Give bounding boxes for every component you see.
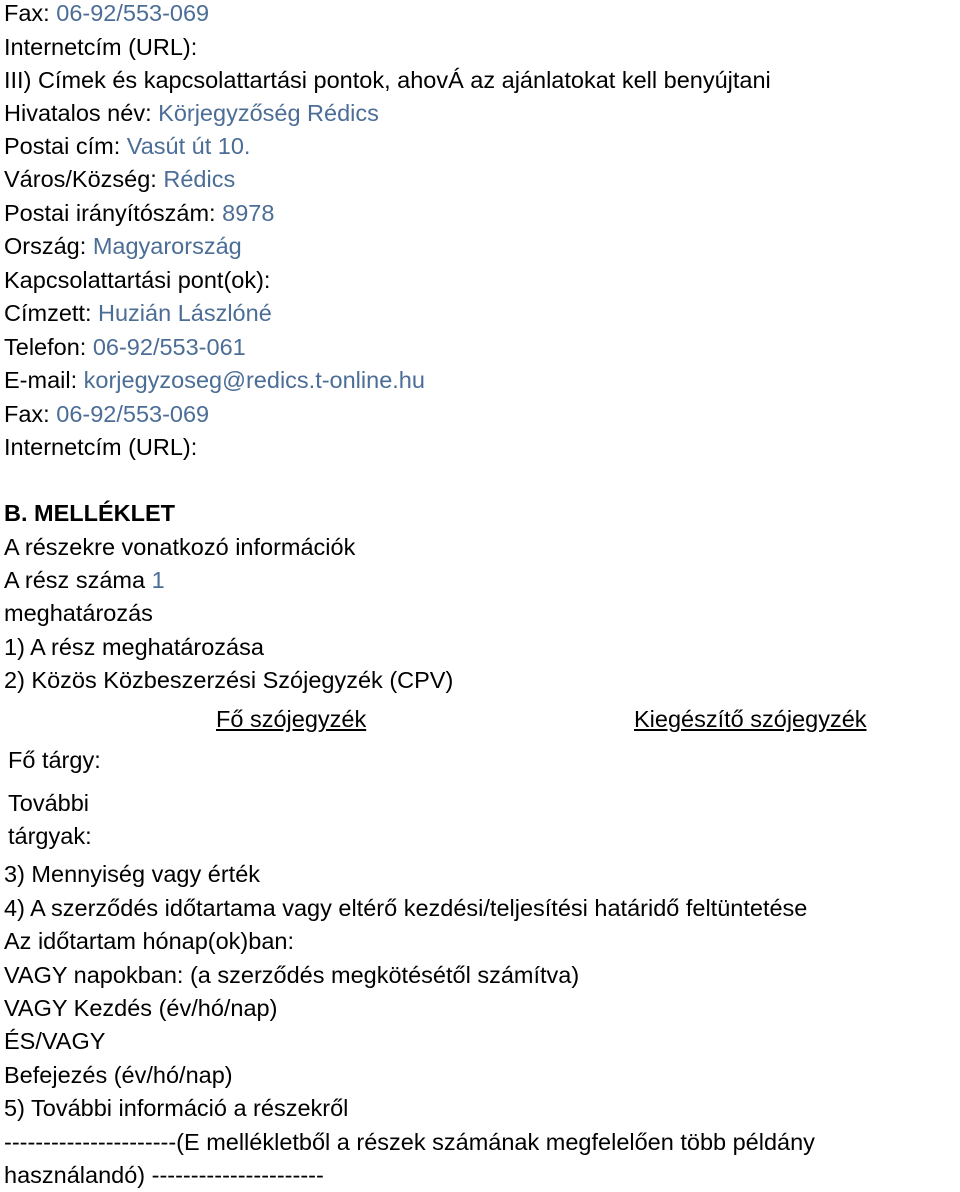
fax-label: Fax: — [4, 0, 50, 26]
city-line — [4, 164, 235, 194]
item-4: 4) A szerződés időtartama vagy eltérő kezdési/teljesítési határidő feltüntetése — [4, 895, 808, 921]
item-2: 2) Közös Közbeszerzési Szójegyzék (CPV) — [4, 667, 454, 693]
item-3: 3) Mennyiség vagy érték — [4, 861, 261, 887]
phone-label: Telefon: — [4, 334, 87, 360]
addressee-line — [4, 298, 272, 328]
cpv-header-main: Fő szójegyzék — [216, 706, 367, 732]
email-line — [4, 365, 425, 395]
definition-label: meghatározás — [4, 600, 153, 626]
url-line — [4, 32, 197, 62]
cpv-row-additional-objects — [8, 787, 92, 853]
postal-address-line — [4, 131, 250, 161]
completion: Befejezés (év/hó/nap) — [4, 1062, 233, 1088]
city-value: Rédics — [163, 166, 236, 192]
fax-line-2 — [4, 399, 209, 429]
section-iii-title: III) Címek és kapcsolattartási pontok, ahovÁ az ajánlatokat kell benyújtani — [4, 67, 771, 93]
url-label: Internetcím (URL): — [4, 34, 198, 60]
contact-points-label: Kapcsolattartási pont(ok): — [4, 267, 271, 293]
and-or: ÉS/VAGY — [4, 1028, 106, 1054]
postal-code-value: 8978 — [222, 200, 275, 226]
annex-title: B. MELLÉKLET — [4, 500, 176, 526]
cpv-row-additional-line-2: tárgyak: — [8, 823, 92, 849]
email-label: E-mail: — [4, 367, 78, 393]
or-start: VAGY Kezdés (év/hó/nap) — [4, 995, 278, 1021]
official-name-label: Hivatalos név: — [4, 100, 152, 126]
footer-line-2: használandó) ---------------------- — [4, 1162, 324, 1188]
phone-value: 06-92/553-061 — [92, 334, 246, 360]
fax-label-2: Fax: — [4, 401, 50, 427]
postal-code-label: Postai irányítószám: — [4, 200, 216, 226]
annex-subtitle: A részekre vonatkozó információk — [4, 534, 356, 560]
postal-address-label: Postai cím: — [4, 133, 121, 159]
duration-months: Az időtartam hónap(ok)ban: — [4, 928, 294, 954]
postal-code-line — [4, 198, 274, 228]
part-number-line — [4, 565, 165, 595]
addressee-label: Címzett: — [4, 300, 92, 326]
country-line — [4, 231, 242, 261]
addressee-value: Huzián Lászlóné — [98, 300, 272, 326]
official-name-value: Körjegyzőség Rédics — [158, 100, 379, 126]
or-days: VAGY napokban: (a szerződés megkötésétől számítva) — [4, 962, 580, 988]
fax-value: 06-92/553-069 — [56, 0, 210, 26]
fax-value-2: 06-92/553-069 — [56, 401, 210, 427]
email-value: korjegyzoseg@redics.t-online.hu — [83, 367, 425, 393]
country-label: Ország: — [4, 233, 87, 259]
official-name-line — [4, 98, 379, 128]
country-value: Magyarország — [92, 233, 242, 259]
fax-line — [4, 0, 209, 28]
part-number-value: 1 — [151, 567, 165, 593]
url-line-2 — [4, 432, 197, 462]
part-number-label: A rész száma — [4, 567, 146, 593]
item-1: 1) A rész meghatározása — [4, 634, 264, 660]
contact-points-line — [4, 265, 270, 295]
cpv-row-main-object: Fő tárgy: — [8, 747, 101, 773]
url-label-2: Internetcím (URL): — [4, 434, 198, 460]
footer-line-1: ----------------------(E mellékletből a részek számának megfelelően több példány — [4, 1129, 815, 1155]
cpv-row-additional-line-1: További — [8, 790, 89, 816]
city-label: Város/Község: — [4, 166, 157, 192]
phone-line — [4, 332, 246, 362]
cpv-header-supplementary: Kiegészítő szójegyzék — [634, 706, 867, 732]
item-5: 5) További információ a részekről — [4, 1095, 349, 1121]
postal-address-value: Vasút út 10. — [126, 133, 251, 159]
